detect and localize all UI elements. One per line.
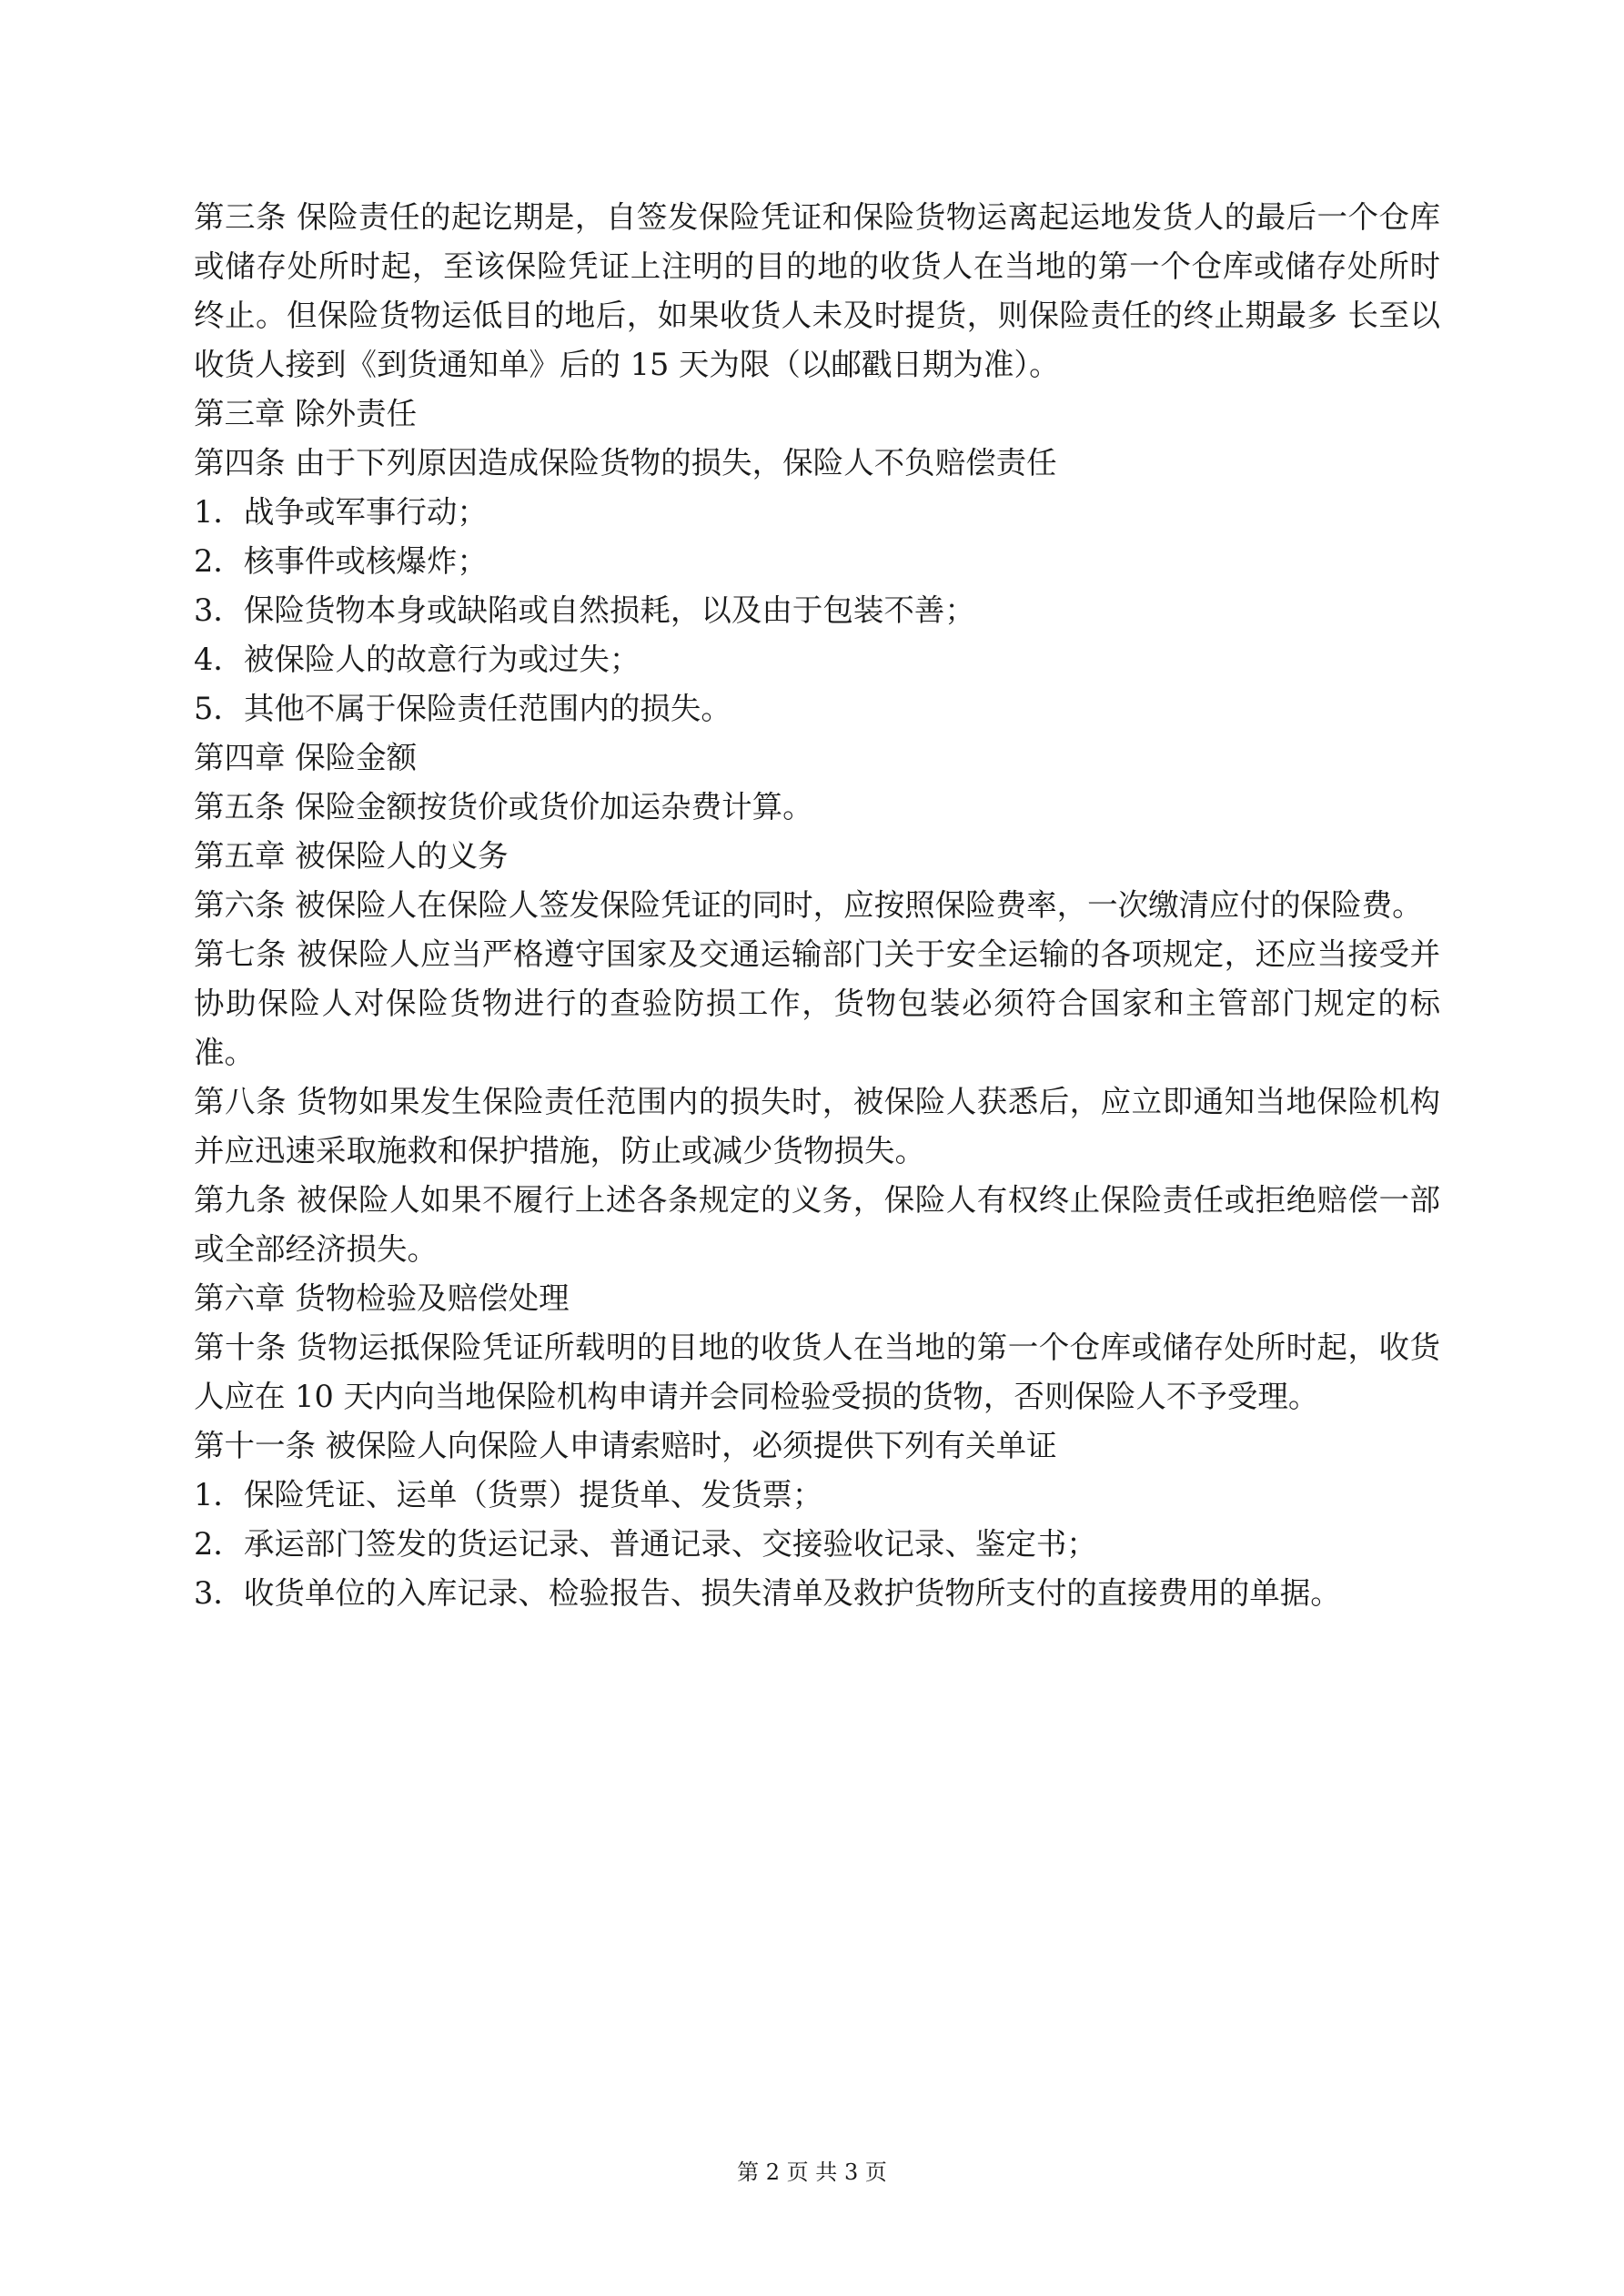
chapter-5-heading: 第五章 被保险人的义务 <box>194 838 509 874</box>
article-9-paragraph: 第九条 被保险人如果不履行上述各条规定的义务，保险人有权终止保险责任或拒绝赔偿一部或全部经济损失。 <box>194 1182 1440 1267</box>
article-5-paragraph: 第五条 保险金额按货价或货价加运杂费计算。 <box>194 789 813 824</box>
list-item: 4．被保险人的故意行为或过失； <box>194 642 641 677</box>
document-body <box>194 193 1440 1618</box>
list-item: 3．保险货物本身或缺陷或自然损耗，以及由于包装不善； <box>194 592 975 628</box>
page-number-text: 第 2 页 共 3 页 <box>737 2159 887 2185</box>
chapter-4-heading: 第四章 保险金额 <box>194 740 418 775</box>
list-item: 2．核事件或核爆炸； <box>194 543 488 579</box>
article-7-paragraph: 第七条 被保险人应当严格遵守国家及交通运输部门关于安全运输的各项规定，还应当接受并协助保险人对保险货物进行的查验防损工作，货物包装必须符合国家和主管部门规定的标准。 <box>194 936 1440 1070</box>
article-11-paragraph: 第十一条 被保险人向保险人申请索赔时，必须提供下列有关单证 <box>194 1428 1057 1463</box>
article-6-paragraph: 第六条 被保险人在保险人签发保险凭证的同时，应按照保险费率，一次缴清应付的保险费。 <box>194 887 1423 923</box>
list-item: 1．保险凭证、运单（货票）提货单、发货票； <box>194 1477 823 1512</box>
article-8-paragraph: 第八条 货物如果发生保险责任范围内的损失时，被保险人获悉后，应立即通知当地保险机构并应迅速采取施救和保护措施，防止或减少货物损失。 <box>194 1084 1440 1168</box>
list-item: 2．承运部门签发的货运记录、普通记录、交接验收记录、鉴定书； <box>194 1526 1097 1562</box>
list-item: 1．战争或军事行动； <box>194 494 488 530</box>
list-item: 5．其他不属于保险责任范围内的损失。 <box>194 691 731 726</box>
article-10-paragraph: 第十条 货物运抵保险凭证所载明的目地的收货人在当地的第一个仓库或储存处所时起，收货人应在 10 天内向当地保险机构申请并会同检验受损的货物，否则保险人不予受理。 <box>194 1330 1440 1414</box>
list-item: 3．收货单位的入库记录、检验报告、损失清单及救护货物所支付的直接费用的单据。 <box>194 1575 1341 1611</box>
article-3-paragraph: 第三条 保险责任的起讫期是，自签发保险凭证和保险货物运离起运地发货人的最后一个仓库或储存处所时起，至该保险凭证上注明的目的地的收货人在当地的第一个仓库或储存处所时终止。但保险货物运低目的地后，如果收货人未及时提货，则保险责任的终止期最多 长至以收货人接到《到货通知单》后的 15 天为限（以邮戳日期为准）。 <box>194 199 1440 382</box>
article-4-paragraph: 第四条 由于下列原因造成保险货物的损失，保险人不负赔偿责任 <box>194 445 1057 480</box>
page-footer <box>0 2159 1624 2186</box>
chapter-6-heading: 第六章 货物检验及赔偿处理 <box>194 1280 570 1316</box>
chapter-3-heading: 第三章 除外责任 <box>194 396 418 431</box>
